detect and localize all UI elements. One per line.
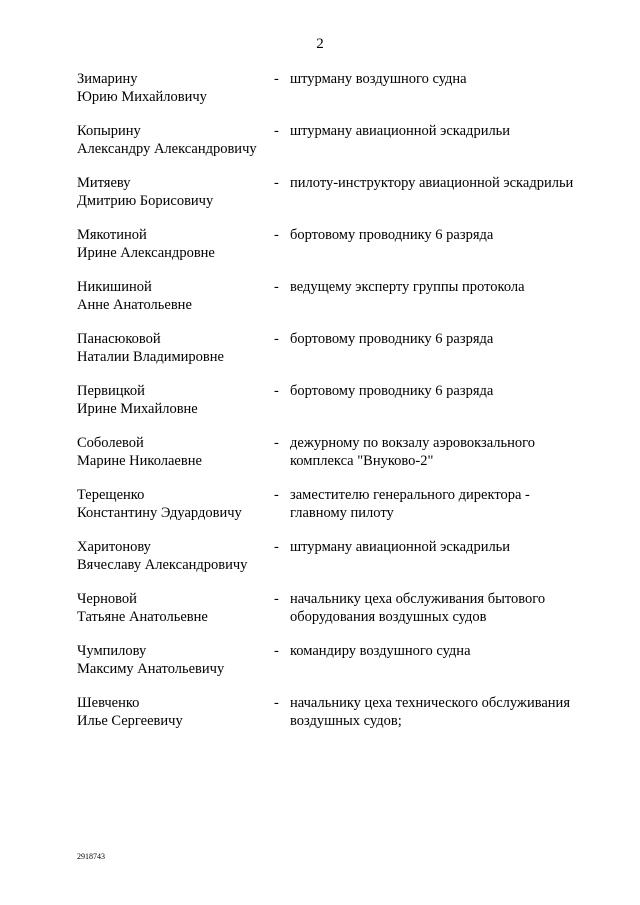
list-item bbox=[77, 383, 577, 418]
recipient-surname: Шевченко bbox=[77, 695, 140, 711]
recipient-surname: Чумпилову bbox=[77, 643, 147, 659]
recipient-surname: Зимарину bbox=[77, 71, 138, 87]
recipient-name bbox=[77, 71, 274, 106]
recipient-name bbox=[77, 643, 274, 678]
list-item bbox=[77, 643, 577, 678]
recipient-name bbox=[77, 227, 274, 262]
list-item bbox=[77, 487, 577, 522]
recipient-given-names: Наталии Владимировне bbox=[77, 348, 224, 365]
list-item bbox=[77, 227, 577, 262]
recipient-given-names: Вячеславу Александровичу bbox=[77, 556, 248, 573]
recipient-given-names: Максиму Анатольевичу bbox=[77, 660, 225, 677]
recipient-position: бортовому проводнику 6 разряда bbox=[290, 227, 494, 243]
list-item bbox=[77, 695, 577, 730]
list-item bbox=[77, 331, 577, 366]
recipient-surname: Первицкой bbox=[77, 383, 145, 399]
recipient-position: начальнику цеха технического обслуживания воздушных судов; bbox=[290, 695, 570, 729]
list-item bbox=[77, 175, 577, 210]
separator-dash: - bbox=[274, 227, 279, 243]
recipient-name bbox=[77, 175, 274, 210]
page-number: 2 bbox=[316, 36, 324, 52]
list-item bbox=[77, 435, 577, 470]
recipient-surname: Мякотиной bbox=[77, 227, 147, 243]
recipient-position: командиру воздушного судна bbox=[290, 643, 471, 659]
recipient-position: ведущему эксперту группы протокола bbox=[290, 279, 525, 295]
recipient-given-names: Анне Анатольевне bbox=[77, 296, 192, 313]
list-item bbox=[77, 539, 577, 574]
separator-dash: - bbox=[274, 695, 279, 711]
recipient-name bbox=[77, 695, 274, 730]
recipient-surname: Митяеву bbox=[77, 175, 131, 191]
recipient-position: штурману авиационной эскадрильи bbox=[290, 123, 511, 139]
recipient-name bbox=[77, 539, 274, 574]
recipient-position: бортовому проводнику 6 разряда bbox=[290, 331, 494, 347]
separator-dash: - bbox=[274, 643, 279, 659]
recipient-position: заместителю генерального директора - главному пилоту bbox=[290, 487, 530, 521]
recipient-name bbox=[77, 591, 274, 626]
recipient-given-names: Илье Сергеевичу bbox=[77, 712, 183, 729]
award-list bbox=[77, 71, 577, 747]
recipient-position: начальнику цеха обслуживания бытового оборудования воздушных судов bbox=[290, 591, 546, 625]
recipient-surname: Харитонову bbox=[77, 539, 151, 555]
recipient-surname: Никишиной bbox=[77, 279, 152, 295]
recipient-given-names: Александру Александровичу bbox=[77, 140, 257, 157]
separator-dash: - bbox=[274, 435, 279, 451]
separator-dash: - bbox=[274, 279, 279, 295]
separator-dash: - bbox=[274, 71, 279, 87]
list-item bbox=[77, 279, 577, 314]
recipient-name bbox=[77, 279, 274, 314]
recipient-given-names: Константину Эдуардовичу bbox=[77, 504, 242, 521]
recipient-position: штурману авиационной эскадрильи bbox=[290, 539, 511, 555]
recipient-name bbox=[77, 383, 274, 418]
separator-dash: - bbox=[274, 539, 279, 555]
list-item bbox=[77, 71, 577, 106]
recipient-surname: Копырину bbox=[77, 123, 141, 139]
recipient-position: бортовому проводнику 6 разряда bbox=[290, 383, 494, 399]
recipient-position: дежурному по вокзалу аэровокзального комплекса "Внуково-2" bbox=[290, 435, 535, 469]
document-code: 2918743 bbox=[77, 852, 105, 861]
separator-dash: - bbox=[274, 487, 279, 503]
separator-dash: - bbox=[274, 591, 279, 607]
list-item bbox=[77, 123, 577, 158]
list-item bbox=[77, 591, 577, 626]
recipient-given-names: Юрию Михайловичу bbox=[77, 88, 207, 105]
recipient-surname: Терещенко bbox=[77, 487, 145, 503]
recipient-given-names: Ирине Александровне bbox=[77, 244, 215, 261]
recipient-position: пилоту-инструктору авиационной эскадрильи bbox=[290, 175, 574, 191]
recipient-name bbox=[77, 435, 274, 470]
recipient-name bbox=[77, 123, 274, 158]
recipient-name bbox=[77, 487, 274, 522]
recipient-given-names: Марине Николаевне bbox=[77, 452, 202, 469]
recipient-position: штурману воздушного судна bbox=[290, 71, 467, 87]
recipient-given-names: Ирине Михайловне bbox=[77, 400, 198, 417]
separator-dash: - bbox=[274, 383, 279, 399]
recipient-name bbox=[77, 331, 274, 366]
recipient-surname: Соболевой bbox=[77, 435, 144, 451]
recipient-given-names: Татьяне Анатольевне bbox=[77, 608, 208, 625]
recipient-surname: Черновой bbox=[77, 591, 137, 607]
separator-dash: - bbox=[274, 331, 279, 347]
recipient-surname: Панасюковой bbox=[77, 331, 161, 347]
separator-dash: - bbox=[274, 175, 279, 191]
separator-dash: - bbox=[274, 123, 279, 139]
recipient-given-names: Дмитрию Борисовичу bbox=[77, 192, 214, 209]
